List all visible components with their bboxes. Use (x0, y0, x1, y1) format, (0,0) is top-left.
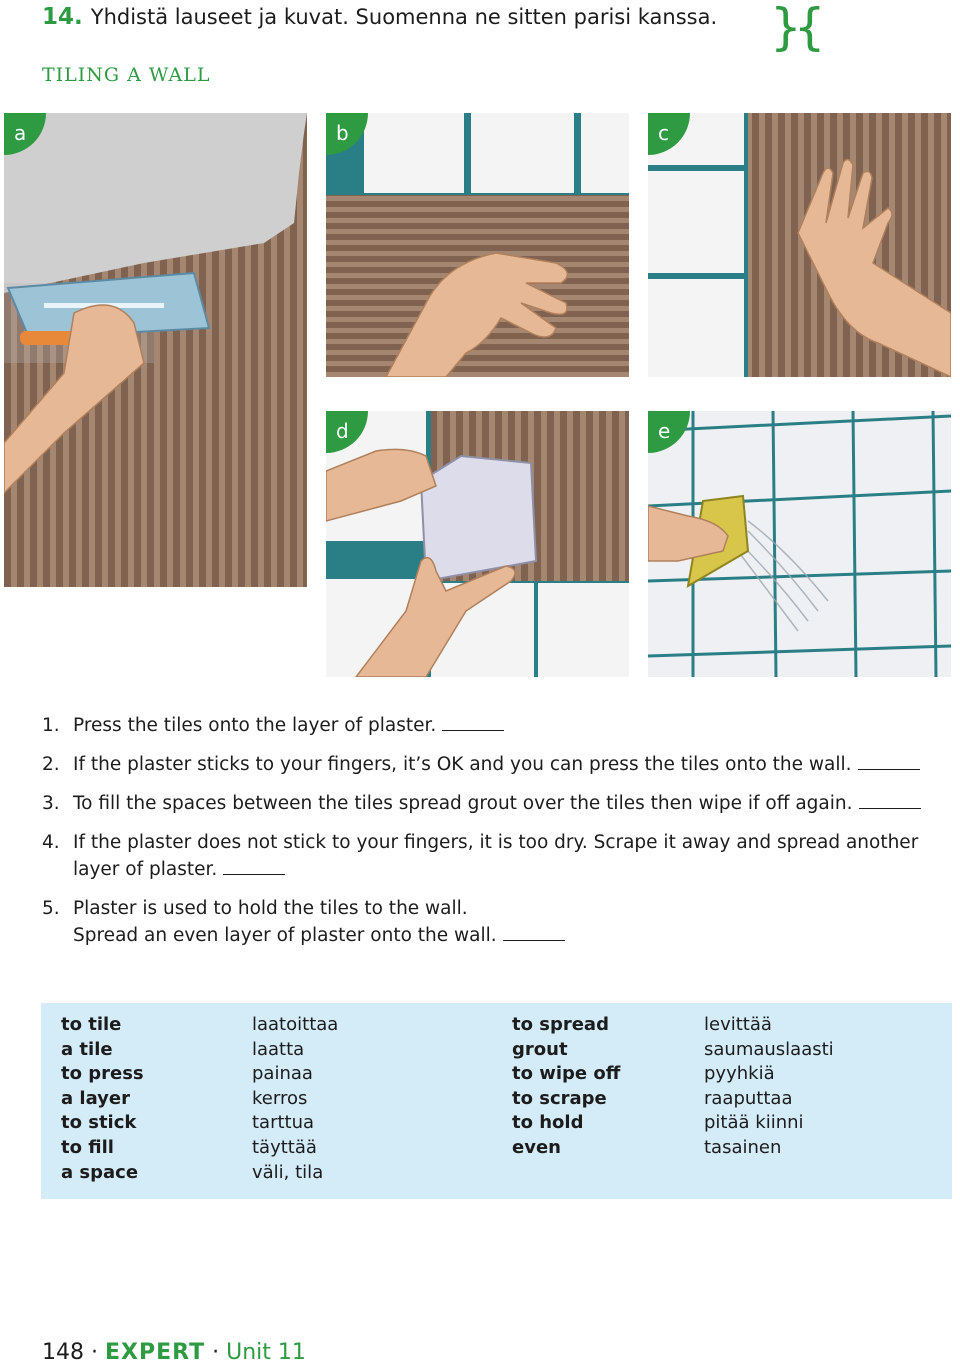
pair-work-icon: }{ (770, 0, 818, 56)
panel-label-e: e (648, 411, 690, 453)
vocab-col1-finnish: laatoittaa laatta painaa kerros tarttua täyttää väli, tila (252, 1014, 339, 1183)
list-item: 5. Plaster is used to hold the tiles to the wall. Spread an even layer of plaster onto the wall. (42, 895, 942, 949)
illustration-d (326, 411, 629, 677)
panel-label-c: c (648, 113, 690, 155)
illustration-a (4, 113, 307, 587)
exercise-header (42, 4, 717, 30)
vocab-col2-finnish: levittää saumauslaasti pyyhkiä raaputtaa pitää kiinni tasainen (704, 1014, 834, 1158)
answer-blank[interactable] (859, 794, 921, 809)
vocab-col1-english: to tile a tile to press a layer to stick to fill a space (61, 1014, 144, 1183)
list-item: 1. Press the tiles onto the layer of plaster. (42, 712, 942, 739)
list-item: 3. To fill the spaces between the tiles spread grout over the tiles then wipe if off again. (42, 790, 942, 817)
answer-blank[interactable] (442, 716, 504, 731)
vocab-col2-english: to spread grout to wipe off to scrape to hold even (512, 1014, 621, 1158)
panel-label-a: a (4, 113, 46, 155)
exercise-number: 14. (42, 4, 83, 30)
page-footer: 148 · EXPERT · Unit 11 (42, 1340, 306, 1365)
answer-blank[interactable] (223, 860, 285, 875)
sentence-list (42, 712, 942, 961)
illustration-c (648, 113, 951, 377)
section-title: TILING A WALL (42, 64, 211, 86)
vocabulary-box (41, 1003, 952, 1199)
page-number: 148 (42, 1340, 84, 1365)
brand-name: EXPERT (105, 1340, 206, 1365)
list-item: 4. If the plaster does not stick to your fingers, it is too dry. Scrape it away and spread another layer of plaster. (42, 832, 919, 880)
exercise-instruction: Yhdistä lauseet ja kuvat. Suomenna ne sitten parisi kanssa. (90, 5, 718, 29)
illustration-b (326, 113, 629, 377)
illustration-e (648, 411, 951, 677)
unit-label: Unit 11 (226, 1340, 306, 1365)
panel-label-d: d (326, 411, 368, 453)
answer-blank[interactable] (503, 926, 565, 941)
list-item: 2. If the plaster sticks to your fingers, it’s OK and you can press the tiles onto the wall. (42, 751, 942, 778)
panel-label-b: b (326, 113, 368, 155)
answer-blank[interactable] (858, 755, 920, 770)
